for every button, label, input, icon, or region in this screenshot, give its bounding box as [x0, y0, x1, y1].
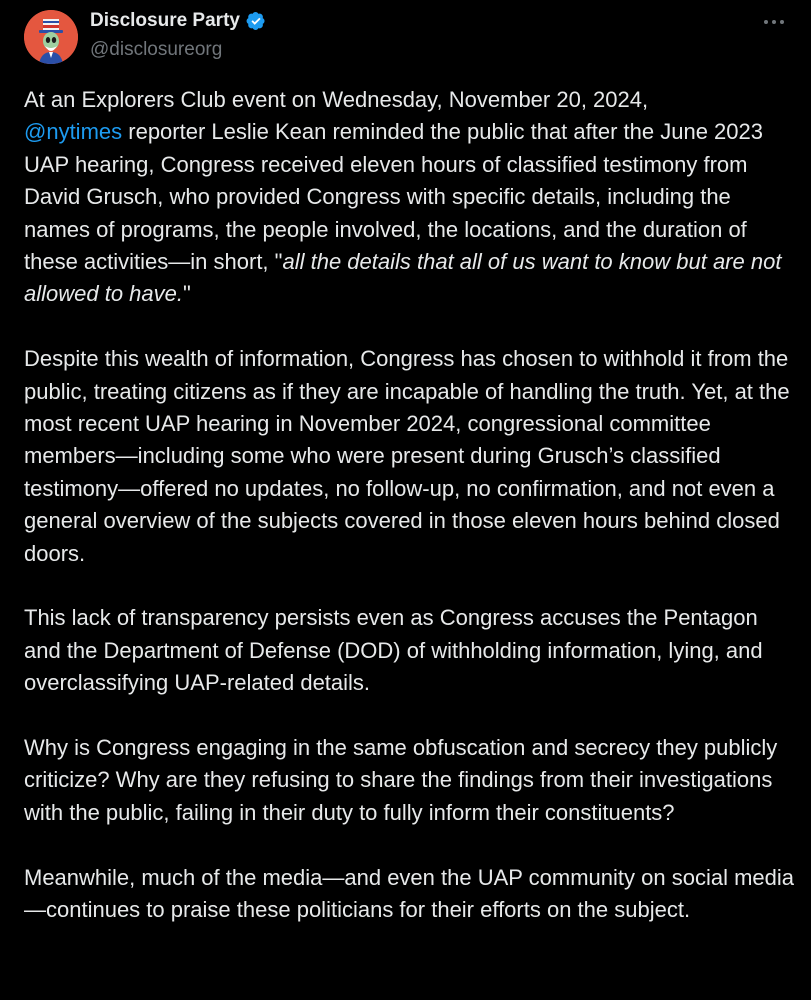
- author-handle[interactable]: @disclosureorg: [90, 39, 223, 60]
- paragraph-3: This lack of transparency persists even as Congress accuses the Pentagon and the Department of Defense (DOD) of withholding information, lying, and overclassifying UAP-related details.: [24, 605, 763, 696]
- more-options-button[interactable]: [760, 12, 788, 32]
- avatar[interactable]: [24, 10, 78, 64]
- mention-link[interactable]: @nytimes: [24, 119, 123, 145]
- tweet-text: [24, 84, 794, 959]
- paragraph-1-text-after: reporter Leslie Kean reminded the public that after the June 2023 UAP hearing, Congress received eleven hours of classified testimony from David Grusch, who provided Congress with specific details, including the names of programs, the people involved, the locations, and the duration of these activities—in short, ": [24, 119, 763, 275]
- author-row: [90, 10, 266, 32]
- more-horizontal-icon: [763, 19, 785, 25]
- verified-badge-icon[interactable]: [246, 11, 266, 31]
- uncle-sam-alien-avatar-icon: [24, 10, 78, 64]
- paragraph-1: [24, 84, 794, 311]
- paragraph-4: Why is Congress engaging in the same obfuscation and secrecy they publicly criticize? Why are they refusing to share the findings from their investigations with the public, failing in their duty to fully inform their constituents?: [24, 735, 778, 825]
- paragraph-2: Despite this wealth of information, Congress has chosen to withhold it from the public, treating citizens as if they are incapable of handling the truth. Yet, at the most recent UAP hearing in November 2024, congressional committee members—including some who were present during Grusch’s classified testimony—offered no updates, no follow-up, no confirmation, and not even a general overview of the subjects covered in those eleven hours behind closed doors.: [24, 346, 790, 566]
- author-name[interactable]: Disclosure Party: [90, 10, 240, 31]
- paragraph-5: Meanwhile, much of the media—and even the UAP community on social media—continues to praise these politicians for their efforts on the subject.: [24, 864, 794, 923]
- quoted-text: all the details that all of us want to know but are not allowed to have.: [24, 249, 782, 307]
- paragraph-1-text-end: ": [183, 281, 191, 307]
- paragraph-1-text-before: At an Explorers Club event on Wednesday, November 20, 2024,: [24, 87, 649, 112]
